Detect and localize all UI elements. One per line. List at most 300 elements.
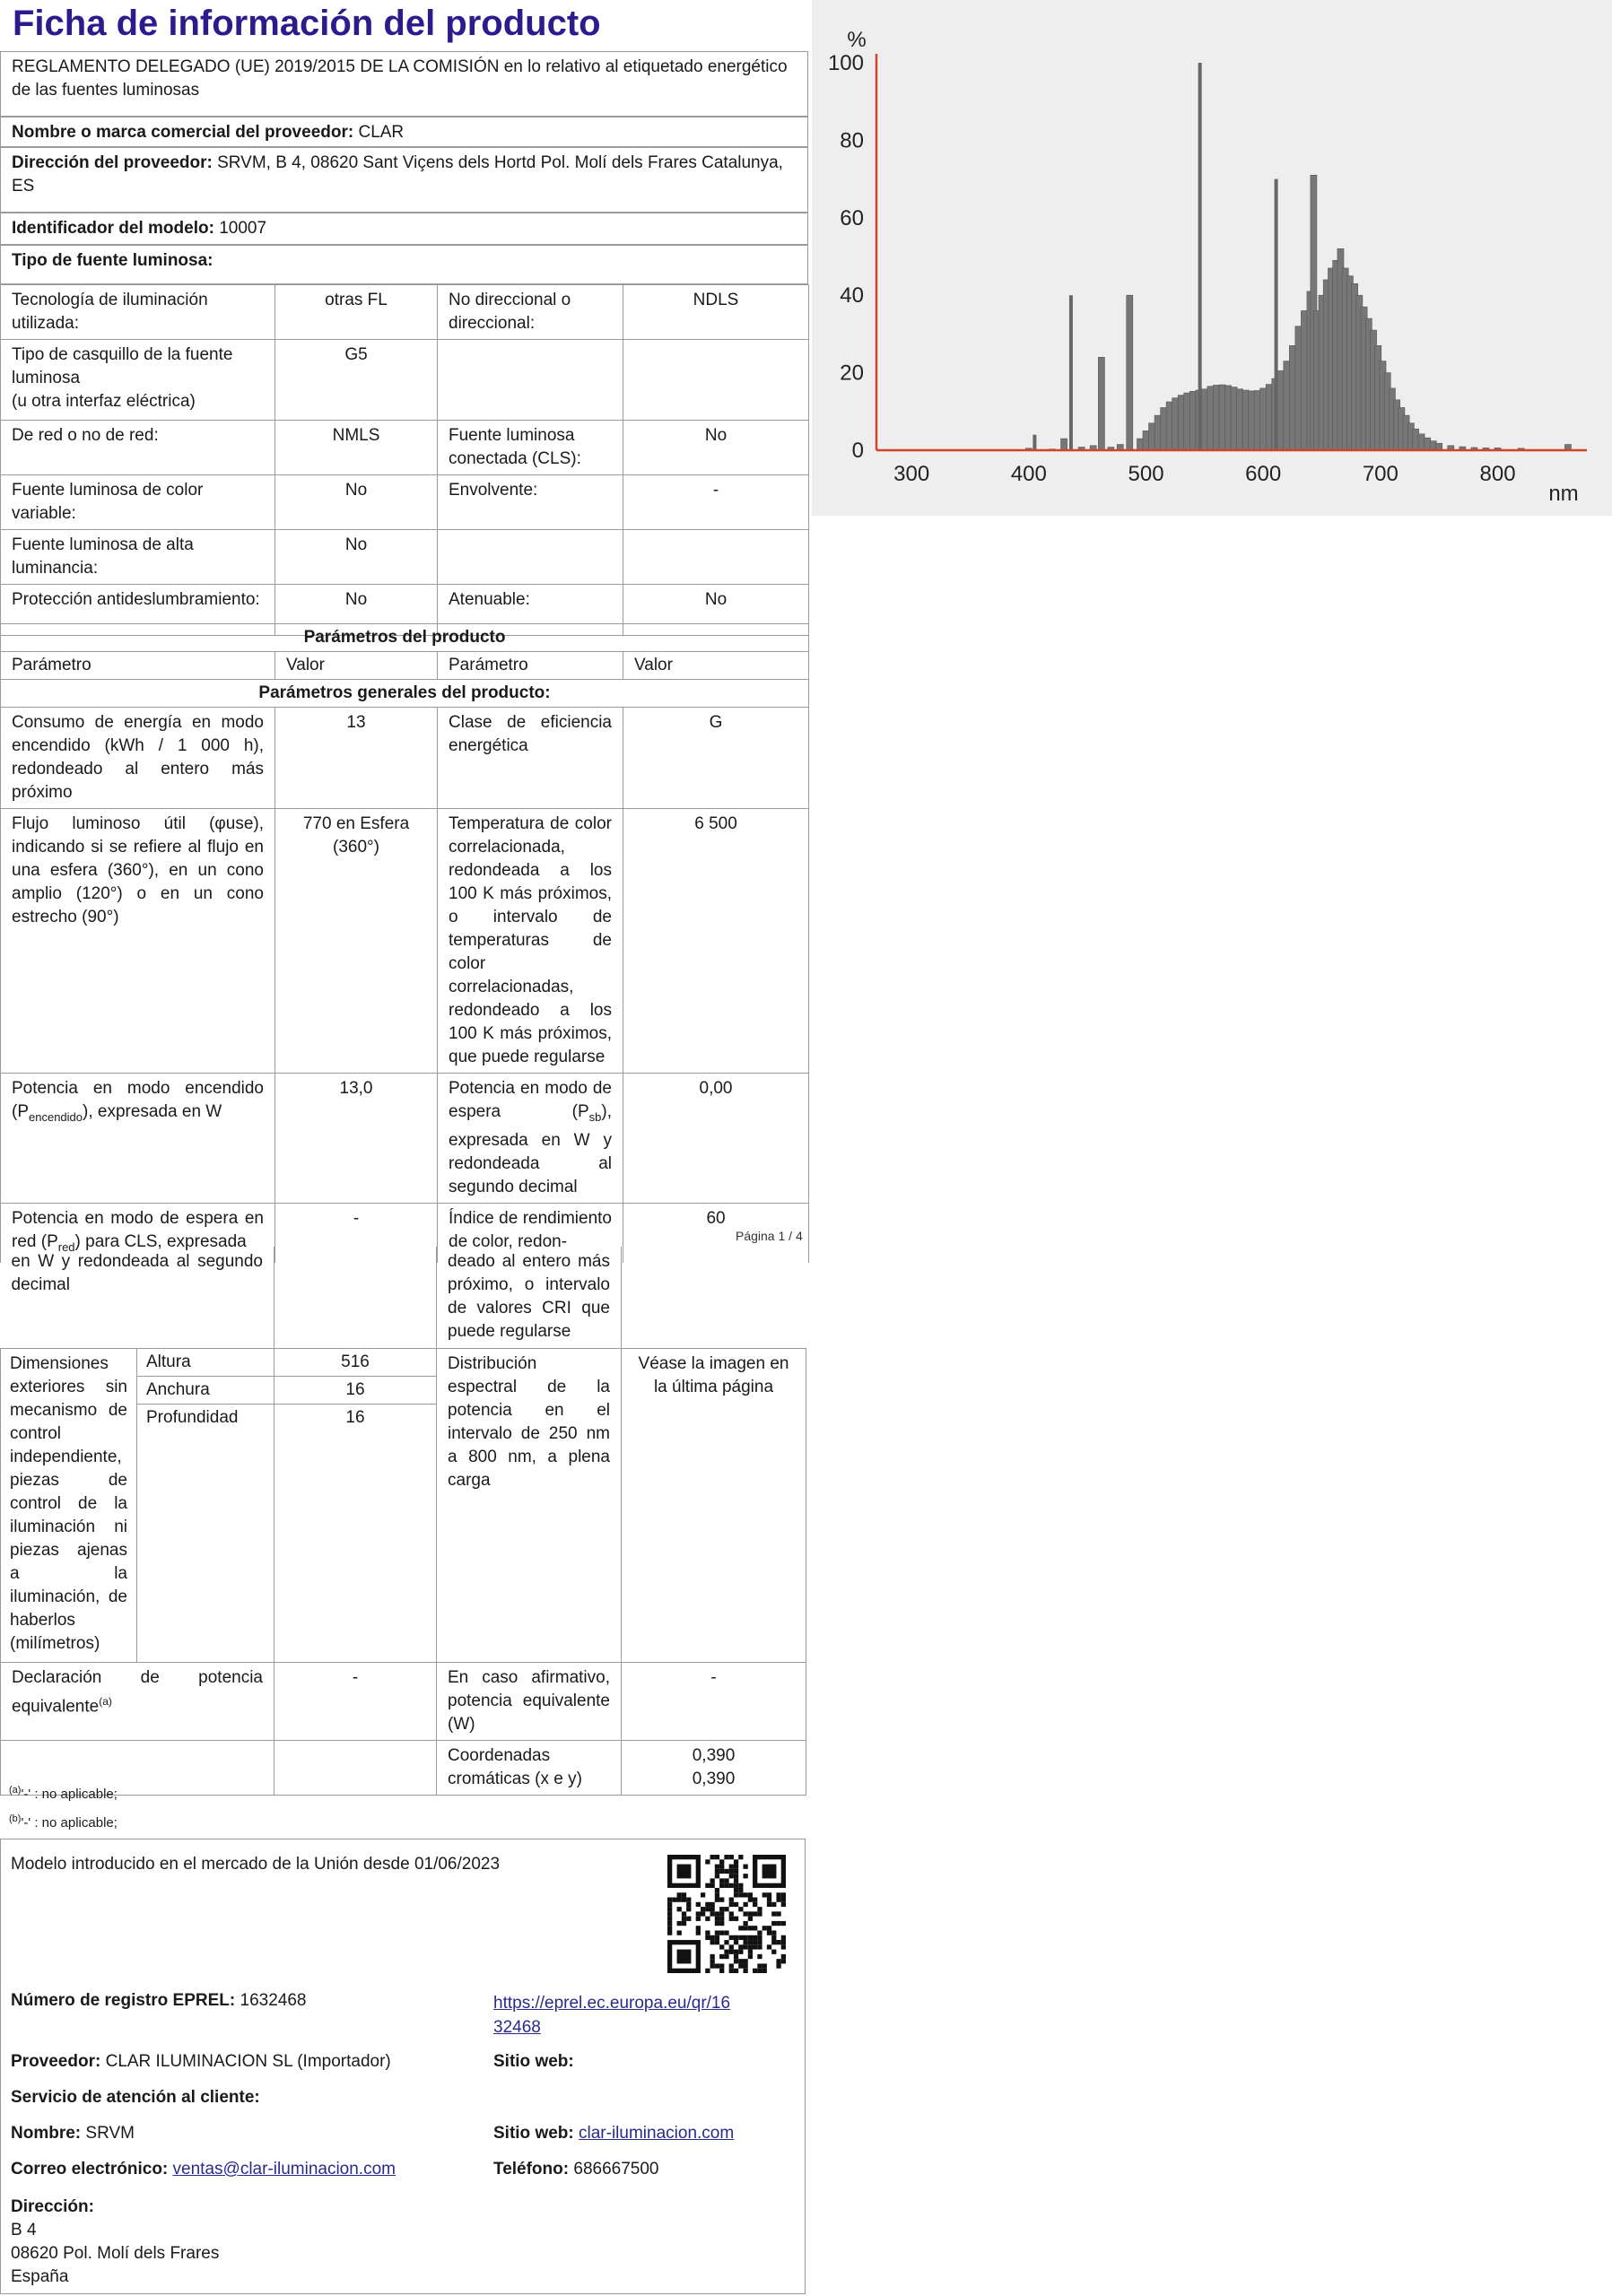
qr-module bbox=[710, 1940, 715, 1944]
qr-module bbox=[753, 1969, 757, 1973]
qr-module bbox=[715, 1935, 719, 1940]
regulation-text: REGLAMENTO DELEGADO (UE) 2019/2015 DE LA COMISIÓN en lo relativo al etiquetado energético de las fuentes luminosas bbox=[12, 57, 788, 100]
qr-module bbox=[715, 1921, 719, 1926]
spectrum-spike bbox=[1275, 179, 1278, 450]
spectrum-bar bbox=[1178, 396, 1184, 450]
qr-module bbox=[719, 1898, 724, 1902]
qr-module bbox=[729, 1874, 734, 1878]
x-tick-label: 700 bbox=[1362, 462, 1399, 486]
qr-module bbox=[729, 1902, 734, 1907]
empty-cell bbox=[274, 1740, 437, 1795]
qr-module bbox=[776, 1940, 780, 1944]
qr-module bbox=[743, 1963, 747, 1968]
qr-module bbox=[715, 1869, 719, 1874]
qr-module bbox=[710, 1878, 715, 1883]
x-axis-label: nm bbox=[1548, 482, 1579, 506]
qr-module bbox=[719, 1921, 724, 1926]
dimension-name: Altura bbox=[137, 1348, 274, 1376]
qr-module bbox=[781, 1898, 786, 1902]
qr-module bbox=[734, 1917, 738, 1921]
spectral-chart bbox=[812, 0, 1612, 516]
spectrum-bar bbox=[1295, 326, 1302, 450]
y-tick-label: 0 bbox=[851, 439, 864, 463]
qr-module bbox=[734, 1883, 738, 1888]
email-label: Correo electrónico: bbox=[11, 2160, 169, 2179]
spectrum-bar bbox=[1161, 407, 1167, 450]
qr-module bbox=[734, 1874, 738, 1878]
source-type-label: Tipo de fuente luminosa: bbox=[12, 251, 213, 270]
qr-module bbox=[734, 1969, 738, 1973]
footnote-text: '-' : no aplicable; bbox=[21, 1787, 118, 1802]
address-line: B 4 bbox=[11, 2221, 37, 2239]
qr-module bbox=[729, 1883, 734, 1888]
qr-module bbox=[743, 1959, 747, 1963]
spectrum-bar bbox=[1207, 387, 1214, 450]
qr-module bbox=[719, 1944, 724, 1949]
x-tick-label: 500 bbox=[1128, 462, 1164, 486]
param-value: 0,00 bbox=[623, 1074, 809, 1204]
qr-module bbox=[710, 1935, 715, 1940]
qr-module bbox=[743, 1921, 747, 1926]
qr-module bbox=[767, 1898, 771, 1902]
qr-module bbox=[715, 1855, 719, 1859]
eprel-url-line[interactable]: https://eprel.ec.europa.eu/qr/16 bbox=[493, 1994, 731, 2013]
source-label: Atenuable: bbox=[438, 585, 623, 636]
param-label: Flujo luminoso útil (φuse), indicando si se refiere al flujo en una esfera (360°), en un cono amplio (120°) o en un cono estrecho (90°) bbox=[1, 809, 275, 1074]
qr-module bbox=[715, 1930, 719, 1935]
spectrum-bar bbox=[1149, 423, 1155, 450]
spectrum-bar bbox=[1277, 370, 1284, 450]
qr-module bbox=[748, 1926, 753, 1930]
qr-module bbox=[715, 1892, 719, 1897]
qr-module bbox=[771, 1911, 776, 1916]
qr-module bbox=[757, 1969, 762, 1973]
footnote-marker: (b) bbox=[9, 1813, 22, 1824]
param-value: 13 bbox=[275, 708, 438, 809]
product-params-table bbox=[0, 623, 809, 1263]
qr-module bbox=[738, 1892, 743, 1897]
qr-module bbox=[729, 1855, 734, 1859]
spectrum-spike bbox=[1069, 295, 1073, 450]
footnote-b bbox=[9, 1813, 118, 1831]
qr-module bbox=[710, 1907, 715, 1911]
spectrum-bar bbox=[1155, 415, 1161, 450]
qr-module bbox=[781, 1954, 786, 1959]
qr-module bbox=[667, 1898, 672, 1902]
spectrum-bar bbox=[1219, 385, 1225, 450]
source-value: NMLS bbox=[275, 421, 438, 475]
supplier-name-label: Nombre o marca comercial del proveedor: bbox=[12, 123, 354, 142]
qr-module bbox=[771, 1950, 776, 1954]
qr-module bbox=[753, 1935, 757, 1940]
qr-module bbox=[667, 1917, 672, 1921]
qr-module bbox=[724, 1940, 728, 1944]
market-date: Modelo introducido en el mercado de la Unión desde 01/06/2023 bbox=[11, 1855, 501, 1874]
source-value: No bbox=[623, 585, 809, 636]
qr-module bbox=[781, 1944, 786, 1949]
spectrum-bar bbox=[1189, 391, 1196, 450]
supplier-address-value: SRVM, B 4, 08620 Sant Viçens dels Hortd Pol. Molí dels Frares Catalunya, ES bbox=[12, 153, 783, 196]
y-tick-label: 20 bbox=[840, 361, 864, 386]
qr-module bbox=[682, 1917, 686, 1921]
qr-module bbox=[724, 1855, 728, 1859]
qr-module bbox=[729, 1898, 734, 1902]
spectrum-bar bbox=[1266, 385, 1272, 450]
qr-module bbox=[724, 1869, 728, 1874]
qr-module bbox=[762, 1963, 767, 1968]
source-label: Fuente luminosa de alta luminancia: bbox=[1, 530, 275, 585]
spectrum-bar bbox=[1430, 441, 1436, 450]
param-label bbox=[1, 1074, 275, 1204]
qr-module bbox=[743, 1892, 747, 1897]
qr-module bbox=[748, 1917, 753, 1921]
equivalent-watt-label: En caso afirmativo, potencia equivalente (W) bbox=[437, 1662, 622, 1740]
qr-module bbox=[705, 1907, 710, 1911]
param-label-sub: encendido bbox=[29, 1109, 83, 1124]
table-row bbox=[1, 421, 809, 475]
eprel-label: Número de registro EPREL: bbox=[11, 1991, 236, 2010]
qr-module bbox=[734, 1892, 738, 1897]
param-label-sub: red bbox=[57, 1239, 75, 1254]
qr-code bbox=[667, 1855, 786, 1973]
qr-module bbox=[729, 1869, 734, 1874]
qr-module bbox=[710, 1963, 715, 1968]
spectrum-bar bbox=[1231, 387, 1237, 450]
qr-module bbox=[729, 1969, 734, 1973]
qr-module bbox=[738, 1888, 743, 1892]
param-value: - bbox=[275, 1203, 438, 1262]
spectrum-bar bbox=[1418, 434, 1425, 450]
qr-module bbox=[743, 1940, 747, 1944]
equivalent-label bbox=[1, 1662, 274, 1740]
qr-module bbox=[715, 1874, 719, 1878]
qr-module bbox=[715, 1911, 719, 1916]
table-row bbox=[1, 809, 809, 1074]
model-row bbox=[0, 213, 808, 245]
qr-module bbox=[762, 1865, 777, 1879]
qr-module bbox=[667, 1907, 672, 1911]
qr-module bbox=[686, 1902, 691, 1907]
eprel-link[interactable] bbox=[493, 1991, 730, 2039]
spectrum-bar bbox=[1224, 386, 1231, 450]
source-type-table bbox=[0, 284, 809, 636]
qr-module bbox=[729, 1963, 734, 1968]
dimension-name: Profundidad bbox=[137, 1404, 274, 1662]
chroma-y: 0,390 bbox=[692, 1769, 736, 1788]
qr-module bbox=[710, 1954, 715, 1959]
y-tick-label: 80 bbox=[840, 128, 864, 153]
qr-module bbox=[696, 1930, 701, 1935]
qr-module bbox=[719, 1907, 724, 1911]
dimension-value: 16 bbox=[274, 1376, 437, 1404]
qr-module bbox=[672, 1898, 676, 1902]
qr-module bbox=[767, 1944, 771, 1949]
param-label bbox=[438, 1074, 623, 1204]
source-value: NDLS bbox=[623, 285, 809, 340]
qr-module bbox=[734, 1902, 738, 1907]
qr-module bbox=[748, 1892, 753, 1897]
qr-module bbox=[719, 1930, 724, 1935]
spectrum-bar bbox=[1098, 357, 1104, 450]
qr-module bbox=[705, 1935, 710, 1940]
eprel-value: 1632468 bbox=[240, 1991, 307, 2010]
param-label-part: ) para CLS, expresada bbox=[74, 1231, 247, 1251]
qr-module bbox=[748, 1950, 753, 1954]
qr-module bbox=[677, 1898, 682, 1902]
qr-module bbox=[743, 1944, 747, 1949]
qr-module bbox=[724, 1883, 728, 1888]
phone-label: Teléfono: bbox=[493, 2160, 570, 2179]
source-type-row bbox=[0, 245, 808, 284]
table-row bbox=[1, 652, 809, 680]
contact-name-row bbox=[11, 2124, 135, 2144]
table-row bbox=[1, 1740, 806, 1795]
column-header: Valor bbox=[623, 652, 809, 680]
qr-module bbox=[743, 1935, 747, 1940]
qr-module bbox=[771, 1930, 776, 1935]
qr-module bbox=[757, 1963, 762, 1968]
qr-module bbox=[682, 1892, 686, 1897]
param-label: Temperatura de color correlacionada, redondeada a los 100 K más próximos, o intervalo de temperaturas de color correlacionadas, redondeado a los 100 K más próximos, que puede regularse bbox=[438, 809, 623, 1074]
qr-module bbox=[724, 1950, 728, 1954]
contact-website-link[interactable]: clar-iluminacion.com bbox=[579, 2124, 735, 2143]
model-label: Identificador del modelo: bbox=[12, 219, 214, 238]
supplier-address-label: Dirección del proveedor: bbox=[12, 153, 213, 172]
qr-module bbox=[738, 1855, 743, 1859]
equivalent-value: - bbox=[274, 1662, 437, 1740]
spectrum-bar bbox=[1284, 361, 1290, 450]
qr-module bbox=[762, 1969, 767, 1973]
qr-module bbox=[701, 1907, 705, 1911]
qr-module bbox=[729, 1944, 734, 1949]
spectrum-bar bbox=[1184, 393, 1190, 450]
spectrum-bar bbox=[1289, 345, 1295, 450]
qr-module bbox=[710, 1911, 715, 1916]
param-value bbox=[622, 1247, 806, 1348]
qr-module bbox=[696, 1911, 701, 1916]
spectrum-bar bbox=[1201, 389, 1207, 450]
params-general-header: Parámetros generales del producto: bbox=[1, 680, 809, 708]
dimension-value: 16 bbox=[274, 1404, 437, 1662]
qr-module bbox=[734, 1940, 738, 1944]
qr-module bbox=[719, 1883, 724, 1888]
qr-module bbox=[734, 1888, 738, 1892]
qr-module bbox=[696, 1917, 701, 1921]
x-tick-label: 800 bbox=[1479, 462, 1516, 486]
qr-module bbox=[748, 1935, 753, 1940]
table-row bbox=[1, 340, 809, 421]
qr-module bbox=[743, 1902, 747, 1907]
qr-module bbox=[734, 1950, 738, 1954]
qr-module bbox=[719, 1869, 724, 1874]
table-row bbox=[1, 1662, 806, 1740]
qr-module bbox=[757, 1907, 762, 1911]
spectrum-bar bbox=[1137, 439, 1143, 450]
source-label: Tecnología de iluminación utilizada: bbox=[1, 285, 275, 340]
source-value: G5 bbox=[275, 340, 438, 421]
qr-module bbox=[682, 1911, 686, 1916]
footnote-text: '-' : no aplicable; bbox=[21, 1815, 118, 1831]
qr-module bbox=[677, 1930, 682, 1935]
qr-module bbox=[705, 1902, 710, 1907]
qr-module bbox=[705, 1859, 710, 1864]
qr-module bbox=[705, 1969, 710, 1973]
eprel-row bbox=[11, 1991, 306, 2011]
qr-module bbox=[729, 1935, 734, 1940]
qr-module bbox=[757, 1911, 762, 1916]
qr-module bbox=[715, 1963, 719, 1968]
qr-module bbox=[719, 1963, 724, 1968]
model-value: 10007 bbox=[219, 219, 267, 238]
y-tick-label: 40 bbox=[840, 283, 864, 309]
qr-module bbox=[781, 1902, 786, 1907]
qr-module bbox=[705, 1883, 710, 1888]
source-label: Protección antideslumbramiento: bbox=[1, 585, 275, 636]
footnote-a bbox=[9, 1785, 118, 1802]
address-block bbox=[11, 2196, 219, 2289]
qr-module bbox=[729, 1917, 734, 1921]
spectrum-spike bbox=[1033, 435, 1036, 450]
source-label: Envolvente: bbox=[438, 475, 623, 530]
qr-module bbox=[705, 1917, 710, 1921]
source-label bbox=[1, 340, 275, 421]
qr-module bbox=[748, 1940, 753, 1944]
email-link[interactable]: ventas@clar-iluminacion.com bbox=[172, 2160, 396, 2179]
chroma-values bbox=[622, 1740, 806, 1795]
regulation-box bbox=[0, 51, 808, 117]
spectrum-bar bbox=[1143, 430, 1149, 450]
source-value: No bbox=[623, 421, 809, 475]
qr-module bbox=[753, 1944, 757, 1949]
qr-module bbox=[710, 1883, 715, 1888]
qr-module bbox=[767, 1930, 771, 1935]
contact-name-value: SRVM bbox=[85, 2124, 135, 2143]
eprel-url-line[interactable]: 32468 bbox=[493, 2018, 541, 2037]
qr-module bbox=[719, 1969, 724, 1973]
qr-module bbox=[743, 1926, 747, 1930]
qr-module bbox=[748, 1954, 753, 1959]
param-value: 13,0 bbox=[275, 1074, 438, 1204]
equivalent-watt-value: - bbox=[622, 1662, 806, 1740]
dimension-value: 516 bbox=[274, 1348, 437, 1376]
qr-module bbox=[738, 1926, 743, 1930]
qr-module bbox=[757, 1940, 762, 1944]
provider-label: Proveedor: bbox=[11, 2052, 101, 2071]
qr-module bbox=[738, 1944, 743, 1949]
qr-module bbox=[686, 1917, 691, 1921]
qr-module bbox=[667, 1926, 672, 1930]
source-label: Fuente luminosa conectada (CLS): bbox=[438, 421, 623, 475]
param-label-part: ), expresada en W y redondeada al segundo decimal bbox=[449, 1102, 612, 1196]
qr-module bbox=[667, 1902, 672, 1907]
spectral-chart-panel bbox=[812, 0, 1612, 516]
qr-module bbox=[734, 1865, 738, 1869]
customer-service-label: Servicio de atención al cliente: bbox=[11, 2088, 260, 2107]
source-value: No bbox=[275, 475, 438, 530]
y-tick-label: 60 bbox=[840, 205, 864, 230]
website-label: Sitio web: bbox=[493, 2052, 574, 2071]
qr-module bbox=[771, 1940, 776, 1944]
qr-module bbox=[734, 1959, 738, 1963]
table-row bbox=[1, 285, 809, 340]
qr-module bbox=[696, 1926, 701, 1930]
qr-module bbox=[715, 1898, 719, 1902]
provider-row bbox=[11, 2052, 391, 2072]
table-row bbox=[1, 475, 809, 530]
param-label-part: ), expresada en W bbox=[83, 1102, 222, 1121]
qr-module bbox=[757, 1930, 762, 1935]
contact-website-row bbox=[493, 2124, 734, 2144]
qr-module bbox=[719, 1911, 724, 1916]
qr-module bbox=[781, 1921, 786, 1926]
qr-module bbox=[776, 1963, 780, 1968]
chroma-x: 0,390 bbox=[692, 1745, 736, 1765]
qr-module bbox=[757, 1954, 762, 1959]
qr-module bbox=[696, 1902, 701, 1907]
qr-module bbox=[729, 1865, 734, 1869]
qr-module bbox=[667, 1911, 672, 1916]
x-tick-label: 400 bbox=[1010, 462, 1047, 486]
qr-module bbox=[734, 1878, 738, 1883]
spectral-value: Véase la imagen en la última página bbox=[622, 1348, 806, 1662]
qr-module bbox=[767, 1892, 771, 1897]
qr-module bbox=[771, 1921, 776, 1926]
qr-module bbox=[677, 1921, 682, 1926]
qr-module bbox=[724, 1907, 728, 1911]
qr-module bbox=[710, 1959, 715, 1963]
qr-module bbox=[776, 1898, 780, 1902]
qr-module bbox=[776, 1911, 780, 1916]
param-value: G bbox=[623, 708, 809, 809]
param-label: Clase de eficiencia energética bbox=[438, 708, 623, 809]
qr-module bbox=[724, 1878, 728, 1883]
qr-module bbox=[738, 1959, 743, 1963]
qr-module bbox=[677, 1892, 682, 1897]
table-row bbox=[1, 1074, 809, 1204]
qr-module bbox=[686, 1907, 691, 1911]
param-label: Consumo de energía en modo encendido (kWh / 1 000 h), redondeado al entero más próximo bbox=[1, 708, 275, 809]
spectrum-bar bbox=[1260, 388, 1267, 450]
qr-module bbox=[729, 1911, 734, 1916]
qr-module bbox=[762, 1892, 767, 1897]
spectrum-bar bbox=[1127, 295, 1133, 450]
param-label-sub: sb bbox=[588, 1109, 602, 1124]
equivalent-label-text: Declaración de potencia equivalente bbox=[12, 1667, 263, 1716]
qr-module bbox=[719, 1859, 724, 1864]
column-header: Parámetro bbox=[1, 652, 275, 680]
address-label: Dirección: bbox=[11, 2197, 94, 2216]
y-axis-label: % bbox=[847, 28, 867, 52]
qr-module bbox=[776, 1892, 780, 1897]
qr-module bbox=[781, 1892, 786, 1897]
param-label-part: Potencia en modo de espera en red (P bbox=[12, 1208, 264, 1251]
qr-module bbox=[748, 1898, 753, 1902]
qr-module bbox=[719, 1865, 724, 1869]
qr-module bbox=[738, 1963, 743, 1968]
spectrum-bar bbox=[1166, 402, 1172, 450]
qr-module bbox=[724, 1954, 728, 1959]
source-value bbox=[623, 530, 809, 585]
qr-module bbox=[771, 1902, 776, 1907]
table-row bbox=[1, 680, 809, 708]
qr-module bbox=[743, 1969, 747, 1973]
param-value: 60 bbox=[623, 1203, 809, 1262]
table-row bbox=[1, 1348, 806, 1376]
params-header: Parámetros del producto bbox=[1, 624, 809, 652]
supplier-name-row bbox=[0, 117, 808, 147]
qr-module bbox=[738, 1935, 743, 1940]
source-label: No direccional o direccional: bbox=[438, 285, 623, 340]
